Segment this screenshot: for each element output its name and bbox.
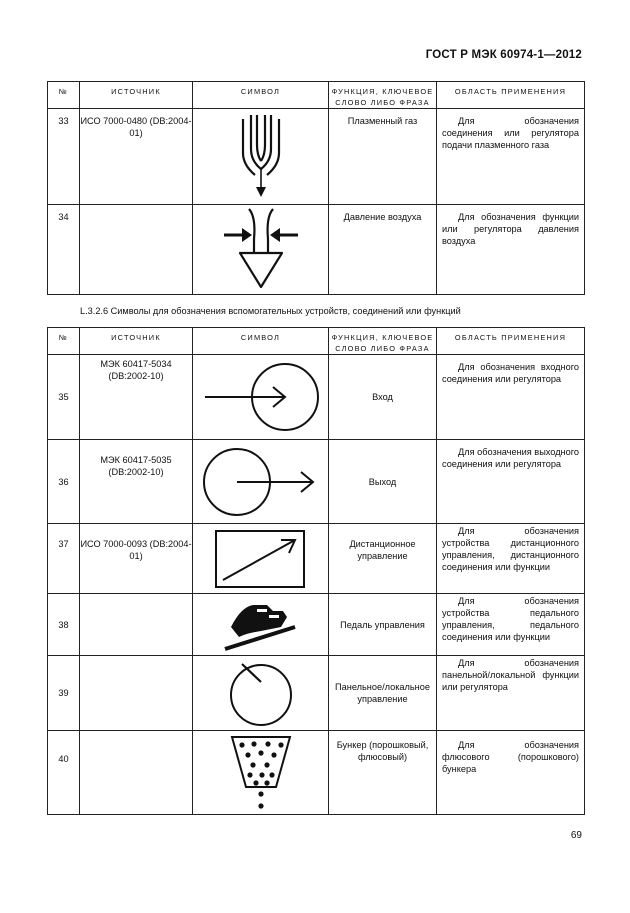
col-header-no: №	[48, 328, 80, 355]
table-row	[48, 594, 585, 656]
symbols-table-1	[47, 81, 585, 295]
row-area: Для обозначения флюсового (порошкового) бункера	[437, 731, 585, 815]
row-area: Для обозначения устройства педального управления, педального соединения или функции	[437, 594, 585, 656]
air-pressure-icon	[216, 205, 306, 291]
row-source: ИСО 7000-0093 (DB:2004-01)	[80, 524, 193, 594]
row-area: Для обозначения выходного соединения или регулятора	[437, 440, 585, 524]
row-symbol	[193, 355, 329, 440]
pedal-icon	[221, 597, 301, 653]
page-number: 69	[570, 830, 582, 841]
row-function: Панельное/локальное управление	[329, 656, 437, 731]
document-header: ГОСТ Р МЭК 60974-1—2012	[425, 49, 582, 61]
row-function: Бункер (порошковый, флюсовый)	[329, 731, 437, 815]
row-number: 35	[48, 355, 80, 440]
row-symbol	[193, 731, 329, 815]
row-symbol	[193, 656, 329, 731]
row-area: Для обозначения функции или регулятора давления воздуха	[437, 205, 585, 295]
col-header-symbol: СИМВОЛ	[193, 82, 329, 109]
row-symbol	[193, 440, 329, 524]
row-source: МЭК 60417-5035 (DB:2002-10)	[80, 440, 193, 524]
table-row	[48, 205, 585, 295]
panel-control-icon	[226, 658, 296, 728]
col-header-no: №	[48, 82, 80, 109]
plasma-gas-icon	[221, 109, 301, 201]
row-symbol	[193, 594, 329, 656]
row-area: Для обозначения соединения или регулятора подачи плазменного газа	[437, 109, 585, 205]
row-symbol	[193, 109, 329, 205]
table-header-row	[48, 328, 585, 355]
row-number: 33	[48, 109, 80, 205]
row-function: Плазменный газ	[329, 109, 437, 205]
row-number: 36	[48, 440, 80, 524]
table-row	[48, 731, 585, 815]
input-icon	[201, 357, 321, 437]
row-area: Для обозначения панельной/локальной функции или регулятора	[437, 656, 585, 731]
col-header-function: ФУНКЦИЯ, КЛЮЧЕВОЕ СЛОВО ЛИБО ФРАЗА	[329, 82, 437, 109]
table-row	[48, 109, 585, 205]
row-function: Вход	[329, 355, 437, 440]
row-source	[80, 656, 193, 731]
row-source: МЭК 60417-5034 (DB:2002-10)	[80, 355, 193, 440]
row-function: Давление воздуха	[329, 205, 437, 295]
table-row	[48, 440, 585, 524]
row-number: 37	[48, 524, 80, 594]
row-symbol	[193, 205, 329, 295]
col-header-source: ИСТОЧНИК	[80, 82, 193, 109]
col-header-source: ИСТОЧНИК	[80, 328, 193, 355]
table-row	[48, 656, 585, 731]
row-area: Для обозначения устройства дистанционного управления, дистанционного соединения или функции	[437, 524, 585, 594]
row-source	[80, 205, 193, 295]
output-icon	[201, 442, 321, 522]
row-symbol	[193, 524, 329, 594]
table-header-row	[48, 82, 585, 109]
col-header-area: ОБЛАСТЬ ПРИМЕНЕНИЯ	[437, 328, 585, 355]
col-header-function: ФУНКЦИЯ, КЛЮЧЕВОЕ СЛОВО ЛИБО ФРАЗА	[329, 328, 437, 355]
table-row	[48, 355, 585, 440]
row-number: 39	[48, 656, 80, 731]
row-source	[80, 594, 193, 656]
row-area: Для обозначения входного соединения или регулятора	[437, 355, 585, 440]
row-number: 38	[48, 594, 80, 656]
row-source	[80, 731, 193, 815]
row-function: Педаль управления	[329, 594, 437, 656]
row-function: Выход	[329, 440, 437, 524]
row-source: ИСО 7000-0480 (DB:2004-01)	[80, 109, 193, 205]
row-function: Дистанционное управление	[329, 524, 437, 594]
col-header-area: ОБЛАСТЬ ПРИМЕНЕНИЯ	[437, 82, 585, 109]
remote-control-icon	[213, 528, 309, 590]
table-row	[48, 524, 585, 594]
symbols-table-2	[47, 327, 585, 815]
row-number: 40	[48, 731, 80, 815]
col-header-symbol: СИМВОЛ	[193, 328, 329, 355]
section-title: L.3.2.6 Символы для обозначения вспомогательных устройств, соединений или функций	[80, 306, 461, 316]
hopper-icon	[226, 733, 296, 813]
row-number: 34	[48, 205, 80, 295]
